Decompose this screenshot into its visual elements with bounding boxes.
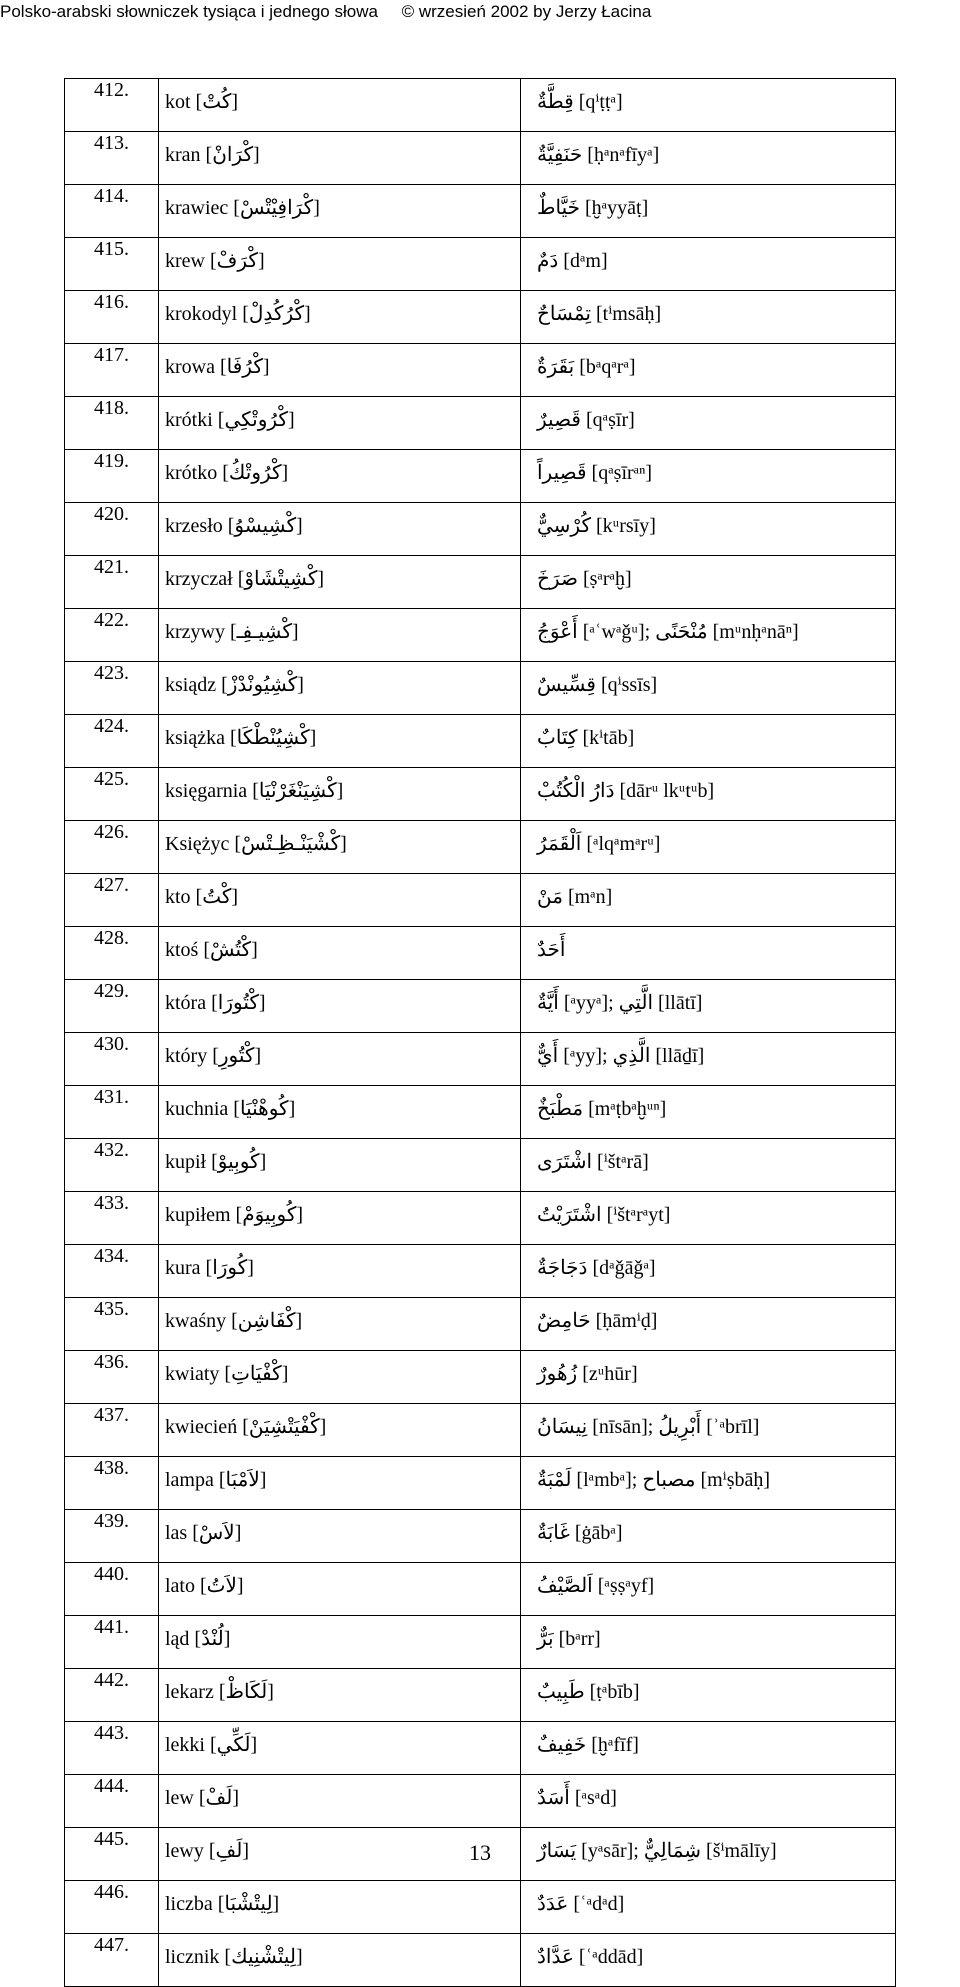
entry-number: 428. <box>65 927 159 980</box>
polish-word: krótko [كْرُوتْكُ] <box>159 450 521 503</box>
arabic-translation: دَارُ الْكُتُبْ [dārᵘ lkᵘtᵘb] <box>521 768 896 821</box>
page-number: 13 <box>469 1840 491 1865</box>
table-row <box>65 662 896 715</box>
table-row <box>65 821 896 874</box>
entry-number: 434. <box>65 1245 159 1298</box>
polish-word: kwiecień [كْفْيَتْشِيَنْ] <box>159 1404 521 1457</box>
arabic-translation: أَعْوَجُ [ᵃʿwᵃǧᵘ]; مُنْحَنًى [mᵘnḥᵃnāⁿ] <box>521 609 896 662</box>
entry-number: 436. <box>65 1351 159 1404</box>
polish-word: kuchnia [كُوهْنْيَا] <box>159 1086 521 1139</box>
arabic-translation: أَيَّةٌ [ᵃyyᵃ]; الَّتِي [llātī] <box>521 980 896 1033</box>
arabic-translation: خَفِيفٌ [ḫᵃfīf] <box>521 1722 896 1775</box>
arabic-translation: غَابَةٌ [ġābᵃ] <box>521 1510 896 1563</box>
arabic-translation: زُهُورٌ [zᵘhūr] <box>521 1351 896 1404</box>
arabic-translation: نِيسَانُ [nīsān]; أَبْرِيلُ [ʾᵃbrīl] <box>521 1404 896 1457</box>
table-row <box>65 1457 896 1510</box>
entry-number: 439. <box>65 1510 159 1563</box>
table-row <box>65 1298 896 1351</box>
polish-word: kupiłem [كُوبِيوَمْ] <box>159 1192 521 1245</box>
arabic-translation: أَسَدٌ [ᵃsᵃd] <box>521 1775 896 1828</box>
entry-number: 419. <box>65 450 159 503</box>
arabic-translation: قَصِيرٌ [qᵃṣīr] <box>521 397 896 450</box>
arabic-translation: عَدَّادٌ [ʿᵃddād] <box>521 1934 896 1987</box>
entry-number: 423. <box>65 662 159 715</box>
table-row <box>65 185 896 238</box>
arabic-translation: حَنَفِيَّةٌ [ḥᵃnᵃfīyᵃ] <box>521 132 896 185</box>
polish-word: krzywy [كْشِيـفِـ] <box>159 609 521 662</box>
arabic-translation: اشْتَرَيْتُ [ⁱštᵃrᵃyt] <box>521 1192 896 1245</box>
polish-word: licznik [لِيتْشْنِيك] <box>159 1934 521 1987</box>
entry-number: 420. <box>65 503 159 556</box>
entry-number: 435. <box>65 1298 159 1351</box>
arabic-translation: تِمْسَاحٌ [tⁱmsāḥ] <box>521 291 896 344</box>
polish-word: lew [لَفْ] <box>159 1775 521 1828</box>
entry-number: 442. <box>65 1669 159 1722</box>
polish-word: kot [كُتْ] <box>159 79 521 132</box>
entry-number: 430. <box>65 1033 159 1086</box>
copyright-notice: © wrzesień 2002 by Jerzy Łacina <box>401 2 652 21</box>
entry-number: 429. <box>65 980 159 1033</box>
table-row <box>65 715 896 768</box>
table-row <box>65 1404 896 1457</box>
entry-number: 416. <box>65 291 159 344</box>
polish-word: krzesło [كْشِيسْوُ] <box>159 503 521 556</box>
arabic-translation: اَلصَّيْفُ [ᵃṣṣᵃyf] <box>521 1563 896 1616</box>
entry-number: 425. <box>65 768 159 821</box>
table-row <box>65 1245 896 1298</box>
arabic-translation: لَمْبَةٌ [lᵃmbᵃ]; مصباح [mⁱṣbāḥ] <box>521 1457 896 1510</box>
entry-number: 445. <box>65 1828 159 1881</box>
table-row <box>65 344 896 397</box>
table-row <box>65 1510 896 1563</box>
table-row <box>65 768 896 821</box>
arabic-translation: مَنْ [mᵃn] <box>521 874 896 927</box>
table-row <box>65 1192 896 1245</box>
table-row <box>65 609 896 662</box>
polish-word: liczba [لِيتْشْبَا] <box>159 1881 521 1934</box>
entry-number: 447. <box>65 1934 159 1987</box>
polish-word: ktoś [كْتُشْ] <box>159 927 521 980</box>
arabic-translation: خَيَّاطٌ [ḫᵃyyāṭ] <box>521 185 896 238</box>
table-row <box>65 1086 896 1139</box>
table-row <box>65 397 896 450</box>
polish-word: las [لاَسْ] <box>159 1510 521 1563</box>
entry-number: 426. <box>65 821 159 874</box>
dictionary-title: Polsko-arabski słowniczek tysiąca i jednego słowa <box>0 2 378 21</box>
polish-word: księgarnia [كْشِيَنْغَرْنْيَا] <box>159 768 521 821</box>
arabic-translation: دَمٌ [dᵃm] <box>521 238 896 291</box>
polish-word: lampa [لاَمْبَا] <box>159 1457 521 1510</box>
table-row <box>65 291 896 344</box>
table-row <box>65 556 896 609</box>
table-row <box>65 927 896 980</box>
table-row <box>65 503 896 556</box>
polish-word: kto [كْتُ] <box>159 874 521 927</box>
arabic-translation: اَلْقَمَرُ [ᵃlqᵃmᵃrᵘ] <box>521 821 896 874</box>
arabic-translation: قِطَّةٌ [qⁱṭṭᵃ] <box>521 79 896 132</box>
table-row <box>65 238 896 291</box>
arabic-translation: بَقَرَةٌ [bᵃqᵃrᵃ] <box>521 344 896 397</box>
polish-word: ksiądz [كْشِيُونْدْزْ] <box>159 662 521 715</box>
arabic-translation: قِسِّيسٌ [qⁱssīs] <box>521 662 896 715</box>
entry-number: 421. <box>65 556 159 609</box>
polish-word: kura [كُورَا] <box>159 1245 521 1298</box>
entry-number: 446. <box>65 1881 159 1934</box>
polish-word: kwaśny [كْفَاشِن] <box>159 1298 521 1351</box>
table-row <box>65 980 896 1033</box>
arabic-translation: حَامِضٌ [ḥāmⁱḍ] <box>521 1298 896 1351</box>
arabic-translation: قَصِيراً [qᵃṣīrᵃⁿ] <box>521 450 896 503</box>
polish-word: krótki [كْرُوتْكِي] <box>159 397 521 450</box>
entry-number: 412. <box>65 79 159 132</box>
entry-number: 413. <box>65 132 159 185</box>
arabic-translation: يَسَارٌ [yᵃsār]; شِمَالِيٌّ [šⁱmālīy] <box>521 1828 896 1881</box>
table-row <box>65 1775 896 1828</box>
arabic-translation: عَدَدٌ [ʿᵃdᵃd] <box>521 1881 896 1934</box>
entry-number: 422. <box>65 609 159 662</box>
arabic-translation: دَجَاجَةٌ [dᵃǧāǧᵃ] <box>521 1245 896 1298</box>
entry-number: 424. <box>65 715 159 768</box>
table-row <box>65 132 896 185</box>
entry-number: 444. <box>65 1775 159 1828</box>
dictionary-table <box>64 78 896 1987</box>
dictionary-table-body <box>65 79 896 1987</box>
entry-number: 414. <box>65 185 159 238</box>
entry-number: 415. <box>65 238 159 291</box>
table-row <box>65 450 896 503</box>
entry-number: 440. <box>65 1563 159 1616</box>
page-header <box>0 0 960 24</box>
polish-word: lato [لاَتُ] <box>159 1563 521 1616</box>
table-row <box>65 1669 896 1722</box>
table-row <box>65 1934 896 1987</box>
entry-number: 438. <box>65 1457 159 1510</box>
entry-number: 432. <box>65 1139 159 1192</box>
polish-word: który [كْتُورِ] <box>159 1033 521 1086</box>
table-row <box>65 1139 896 1192</box>
polish-word: lewy [لَفِ] <box>159 1828 521 1881</box>
arabic-translation: صَرَخَ [ṣᵃrᵃḫ] <box>521 556 896 609</box>
arabic-translation: مَطْبَخٌ [mᵃṭbᵃḫᵘⁿ] <box>521 1086 896 1139</box>
polish-word: kwiaty [كْفْيَاتِ] <box>159 1351 521 1404</box>
polish-word: krowa [كْرُفَا] <box>159 344 521 397</box>
entry-number: 441. <box>65 1616 159 1669</box>
table-row <box>65 1033 896 1086</box>
polish-word: Księżyc [كْشْيَنْـظِـتْسْ] <box>159 821 521 874</box>
polish-word: krawiec [كْرَافِيْتْسْ] <box>159 185 521 238</box>
arabic-translation: طَبِيبٌ [ṭᵃbīb] <box>521 1669 896 1722</box>
arabic-translation: كِتَابٌ [kⁱtāb] <box>521 715 896 768</box>
polish-word: krokodyl [كْرُكُدِلْ] <box>159 291 521 344</box>
polish-word: kupił [كُوبِيوْ] <box>159 1139 521 1192</box>
entry-number: 433. <box>65 1192 159 1245</box>
arabic-translation: بَرٌّ [bᵃrr] <box>521 1616 896 1669</box>
entry-number: 431. <box>65 1086 159 1139</box>
arabic-translation: كُرْسِيٌّ [kᵘrsīy] <box>521 503 896 556</box>
polish-word: kran [كْرَانْ] <box>159 132 521 185</box>
polish-word: krew [كْرَفْ] <box>159 238 521 291</box>
polish-word: która [كْتُورَا] <box>159 980 521 1033</box>
entry-number: 418. <box>65 397 159 450</box>
polish-word: krzyczał [كْشِيتْشَاوْ] <box>159 556 521 609</box>
table-row <box>65 79 896 132</box>
arabic-translation: اشْتَرَى [ⁱštᵃrā] <box>521 1139 896 1192</box>
polish-word: lekarz [لَكَاظْ] <box>159 1669 521 1722</box>
table-row <box>65 1616 896 1669</box>
table-row <box>65 1881 896 1934</box>
polish-word: lekki [لَكِّي] <box>159 1722 521 1775</box>
table-row <box>65 1563 896 1616</box>
entry-number: 437. <box>65 1404 159 1457</box>
polish-word: książka [كْشِيُنْطْكَا] <box>159 715 521 768</box>
polish-word: ląd [لُنْدْ] <box>159 1616 521 1669</box>
table-row <box>65 874 896 927</box>
entry-number: 443. <box>65 1722 159 1775</box>
arabic-translation: أَحَدٌ <box>521 927 896 980</box>
entry-number: 417. <box>65 344 159 397</box>
table-row <box>65 1722 896 1775</box>
entry-number: 427. <box>65 874 159 927</box>
table-row <box>65 1351 896 1404</box>
arabic-translation: أَيٌّ [ᵃyy]; الَّذِي [llāḏī] <box>521 1033 896 1086</box>
